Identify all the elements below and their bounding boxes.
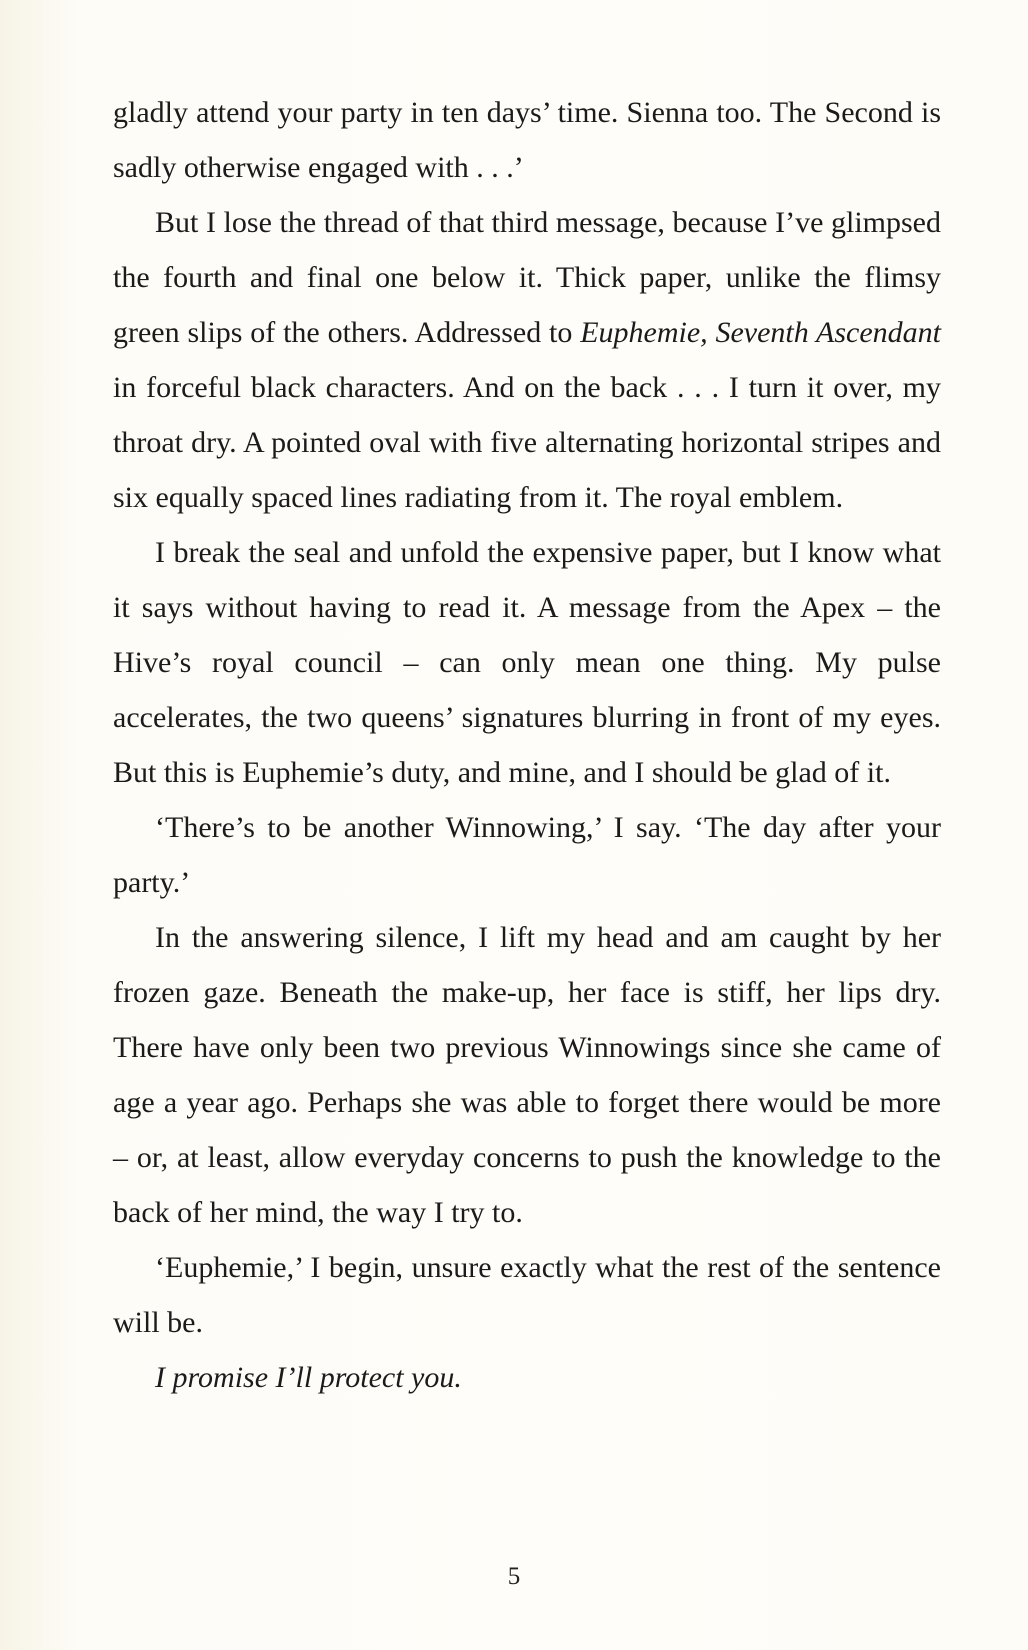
body-text xyxy=(113,85,941,1405)
paragraph-3: I break the seal and unfold the expensive paper, but I know what it says without having to read it. A message from the Apex – the Hive’s royal council – can only mean one thing. My pulse accelerates, the two queens’ signatures blurring in front of my eyes. But this is Euphemie’s duty, and mine, and I should be glad of it. xyxy=(113,536,941,789)
paragraph-1: gladly attend your party in ten days’ time. Sienna too. The Second is sadly otherwise engaged with . . .’ xyxy=(113,96,941,184)
paragraph-6: ‘Euphemie,’ I begin, unsure exactly what the rest of the sentence will be. xyxy=(113,1251,941,1339)
paragraph-2 xyxy=(113,195,941,525)
paragraph-7-italic-thought: I promise I’ll protect you. xyxy=(155,1361,462,1394)
paragraph-5: In the answering silence, I lift my head and am caught by her frozen gaze. Beneath the make-up, her face is stiff, her lips dry. There have only been two previous Winnowings since she came of age a year ago. Perhaps she was able to forget there would be more – or, at least, allow everyday concerns to push the knowledge to the back of her mind, the way I try to. xyxy=(113,921,941,1229)
addressee-italic: Euphemie, Seventh Ascendant xyxy=(580,316,941,349)
paragraph-2-start: But I lose the thread of that third message, because I’ve glimpsed the fourth and final one below it. Thick paper, unlike the flimsy green slips of the others. Addressed to xyxy=(113,206,941,349)
paragraph-2-end: in forceful black characters. And on the back . . . I turn it over, my throat dry. A pointed oval with five alternating horizontal stripes and six equally spaced lines radiating from it. The royal emblem. xyxy=(113,371,941,514)
paragraph-4: ‘There’s to be another Winnowing,’ I say. ‘The day after your party.’ xyxy=(113,811,941,899)
page-number: 5 xyxy=(507,1563,521,1590)
